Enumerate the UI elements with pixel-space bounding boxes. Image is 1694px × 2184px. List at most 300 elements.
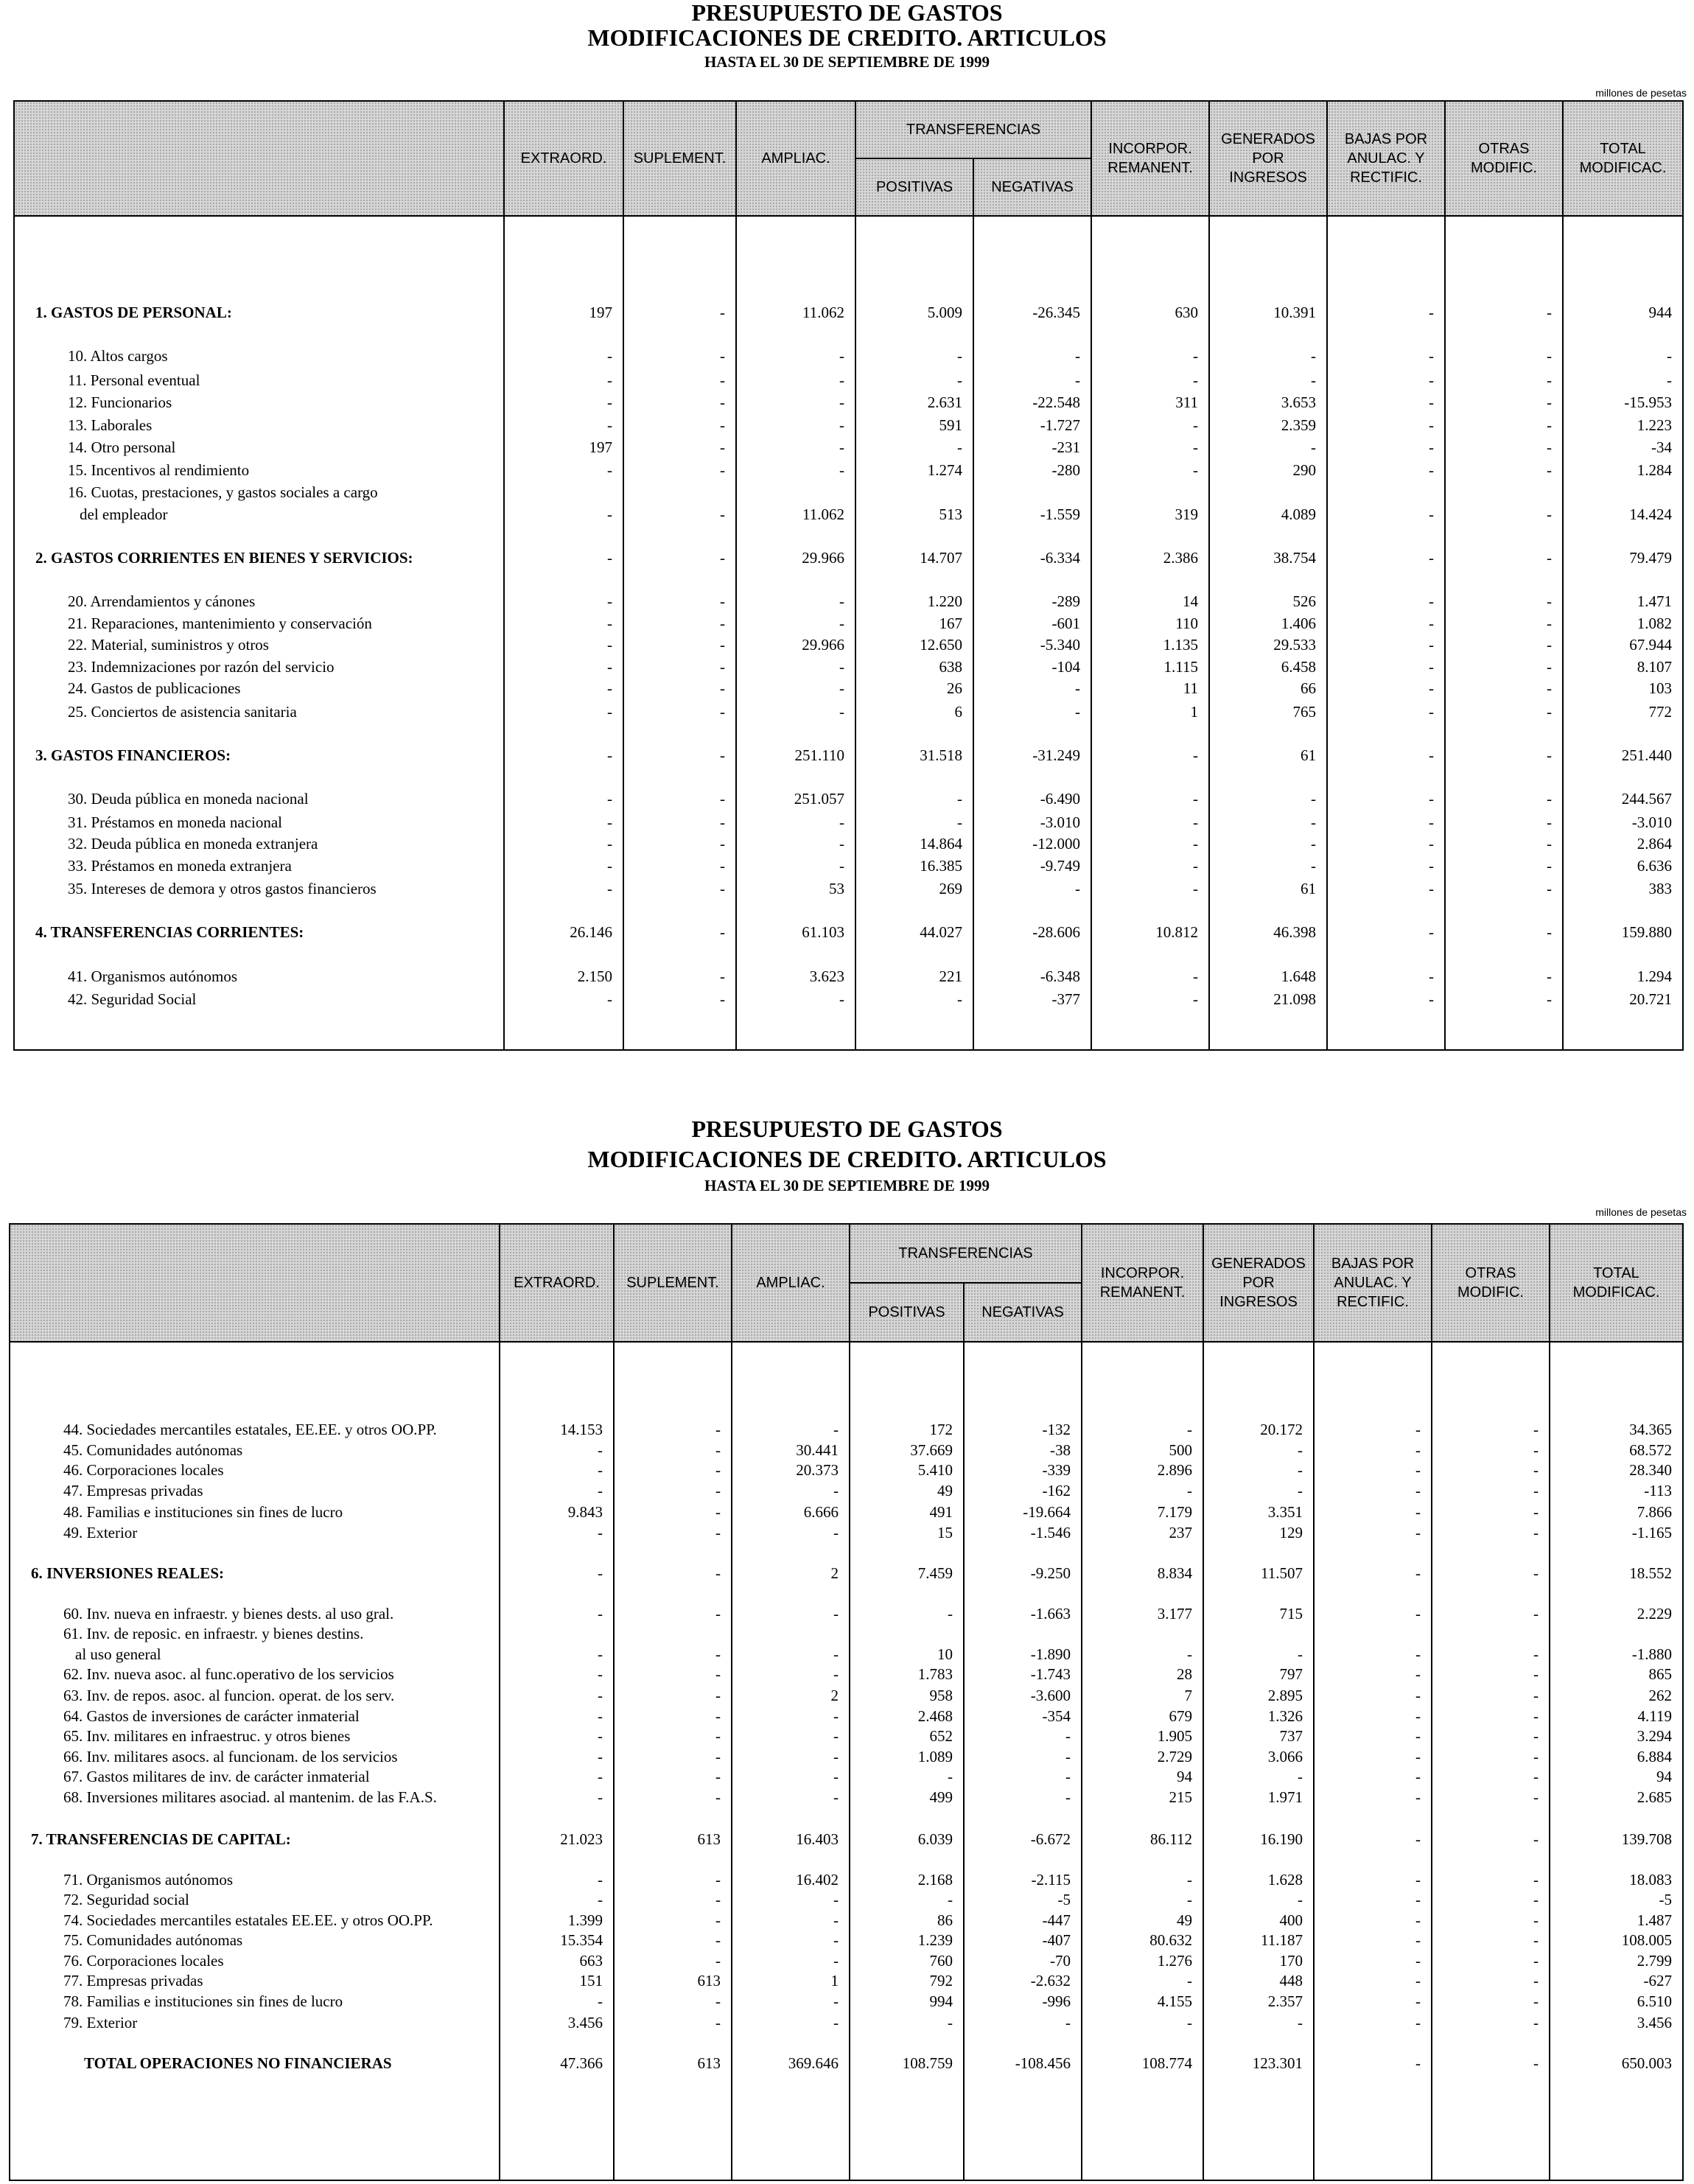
t1-cell-value: - — [957, 790, 962, 808]
t1-cell-value: - — [1547, 461, 1552, 479]
t1-cell-value: - — [1075, 679, 1080, 697]
t2-cell-value: 6.510 — [1637, 1992, 1672, 2010]
t2-cell-value: 3.351 — [1267, 1503, 1303, 1521]
t1-cell-value: 197 — [589, 304, 612, 321]
t1-cell-value: 2.386 — [1163, 549, 1198, 567]
t2-cell-value: - — [1415, 2014, 1421, 2031]
t1-cell-value: - — [839, 592, 844, 610]
t1-cell-value: - — [1547, 679, 1552, 697]
col-negativas — [974, 217, 1091, 1049]
t2-row-label: al uso general — [75, 1645, 161, 1663]
t1-cell-value: - — [1311, 438, 1316, 456]
t2-row-label: TOTAL OPERACIONES NO FINANCIERAS — [84, 2054, 392, 2072]
t1-cell-value: - — [720, 857, 725, 875]
t1-cell-value: 1.648 — [1281, 967, 1316, 985]
t2-cell-value: - — [715, 1952, 721, 1970]
t1-cell-value: 244.567 — [1621, 790, 1672, 808]
t1-cell-value: - — [1193, 438, 1198, 456]
t2-cell-value: 8.834 — [1157, 1564, 1192, 1582]
t2-cell-value: - — [948, 1605, 953, 1623]
t2-cell-value: - — [1533, 1871, 1539, 1889]
t1-cell-value: - — [1547, 880, 1552, 897]
t1-cell-value: - — [1193, 371, 1198, 389]
t1-cell-value: - — [1075, 371, 1080, 389]
t1-cell-value: - — [720, 461, 725, 479]
header-suplement: SUPLEMENT. — [623, 101, 736, 216]
t2-cell-value: 2.468 — [917, 1707, 953, 1725]
t1-cell-value: 26.146 — [570, 923, 612, 941]
t2-cell-value: - — [715, 1911, 721, 1929]
t1-cell-value: 10.391 — [1273, 304, 1316, 321]
t2-cell-value: - — [1533, 1911, 1539, 1929]
t1-cell-value: - — [1193, 880, 1198, 897]
date-line: HASTA EL 30 DE SEPTIEMBRE DE 1999 — [704, 53, 990, 71]
t1-cell-value: -26.345 — [1032, 304, 1080, 321]
t1-cell-value: 319 — [1175, 505, 1198, 523]
t1-cell-value: - — [1075, 880, 1080, 897]
t2-cell-value: 15 — [937, 1524, 953, 1541]
t2-cell-value: - — [1533, 1645, 1539, 1663]
t1-cell-value: 79.479 — [1629, 549, 1672, 567]
t1-cell-value: - — [1547, 857, 1552, 875]
col-bajas — [1328, 217, 1444, 1049]
t1-cell-value: - — [607, 813, 612, 831]
t1-cell-value: -6.490 — [1040, 790, 1080, 808]
t2-cell-value: 16.402 — [796, 1871, 839, 1889]
t2-cell-value: 5.410 — [917, 1461, 953, 1479]
t1-cell-value: -28.606 — [1032, 923, 1080, 941]
t1-cell-value: - — [957, 347, 962, 365]
t1-row-label: 1. GASTOS DE PERSONAL: — [35, 304, 232, 321]
t1-cell-value: 66 — [1301, 679, 1316, 697]
t2-cell-value: -1.663 — [1030, 1605, 1071, 1623]
t2-cell-value: 139.708 — [1621, 1830, 1672, 1848]
t1-cell-value: 26 — [947, 679, 962, 697]
t1-cell-value: 29.966 — [802, 636, 844, 654]
t2-cell-value — [500, 1623, 613, 1645]
t1-cell-value: 44.027 — [920, 923, 962, 941]
t2-cell-value: 170 — [1279, 1952, 1303, 1970]
t2-cell-value: 28 — [1177, 1665, 1192, 1683]
t2-cell-value: - — [715, 2014, 721, 2031]
t2-cell-value: - — [598, 1441, 603, 1459]
t2-cell-value: 3.294 — [1637, 1727, 1672, 1745]
t1-cell-value: 1.471 — [1637, 592, 1672, 610]
t2-cell-value: 108.759 — [902, 2054, 953, 2072]
t2-cell-value: - — [598, 1461, 603, 1479]
t2-cell-value: - — [833, 1952, 839, 1970]
t1-cell-value: - — [1547, 393, 1552, 411]
t2-cell-value — [1550, 1623, 1682, 1645]
t2-cell-value: - — [1415, 1605, 1421, 1623]
t2-cell-value: 18.552 — [1629, 1564, 1672, 1582]
t2-cell-value: - — [833, 1524, 839, 1541]
col-negativas-2 — [965, 1343, 1081, 2180]
col-positivas — [856, 217, 973, 1049]
t1-cell-value: - — [1547, 813, 1552, 831]
t1-cell-value: - — [1547, 371, 1552, 389]
col-bajas-2 — [1315, 1343, 1431, 2180]
t2-row-label: 72. Seguridad social — [63, 1891, 189, 1908]
t2-cell-value: -5 — [1659, 1891, 1672, 1908]
t1-cell-value: - — [1193, 790, 1198, 808]
t2-cell-value: - — [715, 1524, 721, 1541]
t1-cell-value: - — [1311, 347, 1316, 365]
t1-cell-value: 12.650 — [920, 636, 962, 654]
t1-cell-value: - — [1547, 615, 1552, 632]
t1-row-label: 31. Préstamos en moneda nacional — [68, 813, 283, 831]
t2-cell-value: - — [1533, 1992, 1539, 2010]
t2-row-label: 64. Gastos de inversiones de carácter inmaterial — [63, 1707, 360, 1725]
t2-cell-value: - — [833, 1788, 839, 1806]
t1-cell-value: 167 — [939, 615, 962, 632]
t2-cell-value: 7.866 — [1637, 1503, 1672, 1521]
t2-row-label: 63. Inv. de repos. asoc. al funcion. operat. de los serv. — [63, 1687, 395, 1704]
t1-cell-value: - — [1547, 438, 1552, 456]
t1-cell-value: 2.359 — [1281, 416, 1316, 434]
t2-cell-value: - — [598, 1605, 603, 1623]
t2-cell-value: - — [1533, 2014, 1539, 2031]
t2-cell-value: - — [1533, 1461, 1539, 1479]
t2-cell-value: - — [1415, 1972, 1421, 1989]
t2-cell-value: 262 — [1648, 1687, 1672, 1704]
t2-cell-value: - — [1415, 1645, 1421, 1663]
t2-cell-value: - — [1298, 1461, 1303, 1479]
t2-cell-value: -339 — [1042, 1461, 1071, 1479]
t2-cell-value: - — [1533, 1707, 1539, 1725]
t2-cell-value: 2.895 — [1267, 1687, 1303, 1704]
t2-cell-value: 28.340 — [1629, 1461, 1672, 1479]
t2-cell-value: - — [833, 1421, 839, 1438]
t1-cell-value: -3.010 — [1631, 813, 1672, 831]
t2-cell-value — [1082, 1623, 1203, 1645]
t2-cell-value: 613 — [697, 1830, 721, 1848]
t2-cell-value: - — [715, 1992, 721, 2010]
t1-cell-value: - — [1429, 990, 1434, 1008]
t2-row-label: 60. Inv. nueva en infraestr. y bienes dests. al uso gral. — [63, 1605, 394, 1623]
col-incorpor-2 — [1082, 1343, 1203, 2180]
header-generados: GENERADOS POR INGRESOS — [1209, 101, 1327, 216]
t1-cell-value: -15.953 — [1624, 393, 1672, 411]
t1-cell-value: 20.721 — [1629, 990, 1672, 1008]
t2-cell-value: 86 — [937, 1911, 953, 1929]
t2-cell-value: 20.172 — [1260, 1421, 1303, 1438]
t1-cell-value: - — [607, 746, 612, 764]
t2-cell-value: 9.843 — [567, 1503, 603, 1521]
t2-cell-value: - — [715, 1687, 721, 1704]
t2-cell-value: 1.089 — [917, 1748, 953, 1765]
t1-cell-value: -22.548 — [1032, 393, 1080, 411]
t2-cell-value: 6.039 — [917, 1830, 953, 1848]
t2-cell-value: 500 — [1169, 1441, 1192, 1459]
t1-cell-value: - — [1547, 790, 1552, 808]
t2-row-label: 66. Inv. militares asocs. al funcionam. de los servicios — [63, 1748, 398, 1765]
units-note-2: millones de pesetas — [1595, 1206, 1687, 1218]
t2-row-label: 65. Inv. militares en infraestruc. y otros bienes — [63, 1727, 351, 1745]
t1-cell-value: - — [1311, 371, 1316, 389]
t1-cell-value: - — [1547, 923, 1552, 941]
t2-cell-value: - — [1533, 1931, 1539, 1949]
t1-cell-value: - — [1429, 746, 1434, 764]
t1-cell-value: -289 — [1051, 592, 1080, 610]
t2-cell-value: -108.456 — [1015, 2054, 1071, 2072]
t1-cell-value: 1.082 — [1637, 615, 1672, 632]
col-positivas-2 — [850, 1343, 963, 2180]
t2-cell-value: - — [715, 1891, 721, 1908]
t2-cell-value: - — [948, 1891, 953, 1908]
t2-cell-value: - — [715, 1788, 721, 1806]
header-concept — [14, 101, 504, 216]
t2-cell-value: - — [1065, 1727, 1071, 1745]
page-subtitle-2: MODIFICACIONES DE CREDITO. ARTICULOS — [587, 1146, 1107, 1172]
t1-cell-value: -34 — [1651, 438, 1672, 456]
t1-cell-value: - — [1075, 703, 1080, 721]
t2-cell-value: 3.066 — [1267, 1748, 1303, 1765]
t1-cell-value: - — [1547, 636, 1552, 654]
t1-row-label: 13. Laborales — [68, 416, 153, 434]
t1-row-label: 22. Material, suministros y otros — [68, 636, 269, 654]
t2-cell-value: 2.685 — [1637, 1788, 1672, 1806]
t2-cell-value: 151 — [579, 1972, 603, 1989]
t2-cell-value: 715 — [1279, 1605, 1303, 1623]
t2-cell-value: 14.153 — [560, 1421, 603, 1438]
t2-cell-value: - — [1533, 1564, 1539, 1582]
t1-cell-value: 6.458 — [1281, 658, 1316, 676]
t2-cell-value: 7 — [1184, 1687, 1192, 1704]
t1-cell-value: - — [1667, 347, 1672, 365]
t2-cell-value: - — [1533, 1788, 1539, 1806]
t1-row-label: 35. Intereses de demora y otros gastos financieros — [68, 880, 377, 897]
t1-cell-value: - — [607, 615, 612, 632]
t2-cell-value: - — [1415, 1687, 1421, 1704]
header-negativas-2: NEGATIVAS — [964, 1283, 1082, 1342]
t2-cell-value: - — [833, 1727, 839, 1745]
t1-cell-value — [624, 481, 735, 503]
t2-cell-value: 663 — [579, 1952, 603, 1970]
t1-cell-value: 197 — [589, 438, 612, 456]
t2-cell-value: 1.783 — [917, 1665, 953, 1683]
t1-row-label: 42. Seguridad Social — [68, 990, 197, 1008]
t1-cell-value: 16.385 — [920, 857, 962, 875]
t1-cell-value: - — [1547, 703, 1552, 721]
t1-cell-value: 38.754 — [1273, 549, 1316, 567]
t2-cell-value: - — [1533, 1421, 1539, 1438]
t1-cell-value — [856, 481, 973, 503]
t2-cell-value: 3.456 — [567, 2014, 603, 2031]
header-incorpor: INCORPOR. REMANENT. — [1091, 101, 1209, 216]
t2-cell-value: - — [1415, 1421, 1421, 1438]
t1-cell-value: 765 — [1292, 703, 1316, 721]
t2-cell-value: - — [598, 1665, 603, 1683]
t1-cell-value: - — [1429, 304, 1434, 321]
t2-cell-value: - — [598, 1524, 603, 1541]
header-extraord: EXTRAORD. — [504, 101, 623, 216]
t1-cell-value: 61 — [1301, 746, 1316, 764]
t1-cell-value: - — [720, 438, 725, 456]
t1-cell-value: 31.518 — [920, 746, 962, 764]
t2-cell-value: - — [1533, 1503, 1539, 1521]
t1-cell-value: - — [839, 813, 844, 831]
t1-cell-value: - — [720, 615, 725, 632]
t1-cell-value: - — [1547, 835, 1552, 853]
t1-cell-value: - — [957, 438, 962, 456]
t1-cell-value: -377 — [1051, 990, 1080, 1008]
t2-cell-value: - — [1187, 2014, 1192, 2031]
t2-cell-value: 737 — [1279, 1727, 1303, 1745]
header-extraord-2: EXTRAORD. — [500, 1224, 614, 1342]
units-note: millones de pesetas — [1595, 87, 1687, 99]
t1-cell-value: - — [720, 967, 725, 985]
t1-cell-value: 269 — [939, 880, 962, 897]
t2-cell-value: - — [715, 1727, 721, 1745]
header-bajas: BAJAS POR ANULAC. Y RECTIFIC. — [1327, 101, 1445, 216]
header-suplement-2: SUPLEMENT. — [614, 1224, 732, 1342]
t1-cell-value: 1.294 — [1637, 967, 1672, 985]
t1-cell-value: - — [607, 790, 612, 808]
t2-cell-value: - — [1415, 1503, 1421, 1521]
t1-cell-value: - — [839, 347, 844, 365]
t1-cell-value: - — [607, 416, 612, 434]
t2-cell-value: -447 — [1042, 1911, 1071, 1929]
t1-row-label: 20. Arrendamientos y cánones — [68, 592, 256, 610]
t1-cell-value — [1092, 481, 1208, 503]
t2-cell-value: - — [833, 2014, 839, 2031]
t2-row-label: 47. Empresas privadas — [63, 1482, 203, 1499]
t1-cell-value: 61 — [1301, 880, 1316, 897]
t2-cell-value: - — [1298, 1645, 1303, 1663]
t2-cell-value: 6.666 — [803, 1503, 839, 1521]
page-subtitle: MODIFICACIONES DE CREDITO. ARTICULOS — [587, 24, 1107, 51]
t2-cell-value: -1.890 — [1030, 1645, 1071, 1663]
t2-cell-value: - — [1533, 1727, 1539, 1745]
t1-cell-value: 3.653 — [1281, 393, 1316, 411]
t1-row-label: 21. Reparaciones, mantenimiento y conservación — [68, 615, 372, 632]
t1-cell-value: - — [1429, 371, 1434, 389]
t2-cell-value: 2.729 — [1157, 1748, 1192, 1765]
t1-cell-value: - — [720, 746, 725, 764]
t2-cell-value: - — [833, 1768, 839, 1785]
t1-cell-value: - — [1193, 347, 1198, 365]
t1-cell-value: - — [839, 461, 844, 479]
t1-cell-value: 1.284 — [1637, 461, 1672, 479]
t2-cell-value: - — [833, 1605, 839, 1623]
t2-cell-value: -132 — [1042, 1421, 1071, 1438]
t1-cell-value: - — [1429, 880, 1434, 897]
t2-cell-value: -1.165 — [1631, 1524, 1672, 1541]
t1-cell-value: 67.944 — [1629, 636, 1672, 654]
t2-cell-value: 2.168 — [917, 1871, 953, 1889]
t1-cell-value: 29.533 — [1273, 636, 1316, 654]
header-positivas-2: POSITIVAS — [850, 1283, 964, 1342]
t2-cell-value — [615, 1623, 731, 1645]
t2-cell-value: - — [1187, 1972, 1192, 1989]
t1-cell-value: - — [1429, 636, 1434, 654]
t1-cell-value: - — [1193, 746, 1198, 764]
t1-cell-value: - — [1429, 813, 1434, 831]
t2-cell-value: - — [1533, 1952, 1539, 1970]
t1-cell-value: - — [839, 658, 844, 676]
t1-cell-value: - — [1075, 347, 1080, 365]
t2-cell-value: - — [598, 1768, 603, 1785]
t2-cell-value: - — [833, 1931, 839, 1949]
t2-row-label: 49. Exterior — [63, 1524, 138, 1541]
t1-cell-value: - — [720, 813, 725, 831]
t1-cell-value: - — [607, 347, 612, 365]
t2-cell-value: - — [715, 1768, 721, 1785]
t2-cell-value: - — [715, 1441, 721, 1459]
t1-cell-value: 159.880 — [1621, 923, 1672, 941]
t2-cell-value: 1.905 — [1157, 1727, 1192, 1745]
t2-cell-value: -6.672 — [1030, 1830, 1071, 1848]
t1-cell-value: 14.424 — [1629, 505, 1672, 523]
t1-cell-value: - — [1193, 461, 1198, 479]
t1-row-label: 12. Funcionarios — [68, 393, 172, 411]
t2-cell-value: 613 — [697, 2054, 721, 2072]
t1-cell-value — [737, 481, 855, 503]
t1-cell-value: 630 — [1175, 304, 1198, 321]
t1-cell-value: - — [607, 393, 612, 411]
t1-cell-value: 10.812 — [1155, 923, 1198, 941]
t1-cell-value: 1.406 — [1281, 615, 1316, 632]
t2-cell-value: 400 — [1279, 1911, 1303, 1929]
t1-cell-value: - — [839, 703, 844, 721]
t2-cell-value: - — [598, 1645, 603, 1663]
t1-cell-value: - — [607, 679, 612, 697]
t2-cell-value: 797 — [1279, 1665, 1303, 1683]
t2-cell-value: - — [598, 1891, 603, 1908]
t1-cell-value: -280 — [1051, 461, 1080, 479]
t1-cell-value: -31.249 — [1032, 746, 1080, 764]
t1-cell-value: - — [1429, 549, 1434, 567]
t2-cell-value: - — [1415, 1830, 1421, 1848]
t2-cell-value: - — [1415, 1461, 1421, 1479]
t2-cell-value: - — [833, 1891, 839, 1908]
t2-cell-value: - — [1298, 1768, 1303, 1785]
t1-row-label: 41. Organismos autónomos — [68, 967, 238, 985]
t1-cell-value: 1.274 — [927, 461, 962, 479]
t2-cell-value: - — [598, 1687, 603, 1704]
t2-cell-value — [1204, 1623, 1313, 1645]
col-ampliac — [737, 217, 855, 1049]
t2-row-label: 45. Comunidades autónomas — [63, 1441, 243, 1459]
t2-cell-value: 1.487 — [1637, 1911, 1672, 1929]
t1-cell-value: 29.966 — [802, 549, 844, 567]
t2-cell-value: 10 — [937, 1645, 953, 1663]
t1-cell-value: - — [1547, 592, 1552, 610]
t1-cell-value: - — [1547, 549, 1552, 567]
t2-cell-value: 994 — [929, 1992, 953, 2010]
t2-cell-value: - — [833, 1645, 839, 1663]
date-line-2: HASTA EL 30 DE SEPTIEMBRE DE 1999 — [704, 1177, 990, 1194]
t2-cell-value: 2 — [830, 1687, 839, 1704]
t2-cell-value: - — [715, 1931, 721, 1949]
t2-cell-value: -70 — [1050, 1952, 1071, 1970]
t1-cell-value: - — [1429, 679, 1434, 697]
t2-cell-value: 18.083 — [1629, 1871, 1672, 1889]
t1-cell-value: - — [720, 371, 725, 389]
t1-cell-value: 21.098 — [1273, 990, 1316, 1008]
t1-cell-value: -6.334 — [1040, 549, 1080, 567]
t2-cell-value: - — [1187, 1482, 1192, 1499]
header-transferencias-2: TRANSFERENCIAS — [850, 1224, 1082, 1283]
t2-cell-value — [850, 1623, 963, 1645]
t2-row-label: 46. Corporaciones locales — [63, 1461, 224, 1479]
t2-cell-value: -354 — [1042, 1707, 1071, 1725]
t1-cell-value: - — [1429, 505, 1434, 523]
page-title-2: PRESUPUESTO DE GASTOS — [691, 1116, 1003, 1142]
col-extraord — [505, 217, 623, 1049]
t1-cell-value: - — [1429, 835, 1434, 853]
